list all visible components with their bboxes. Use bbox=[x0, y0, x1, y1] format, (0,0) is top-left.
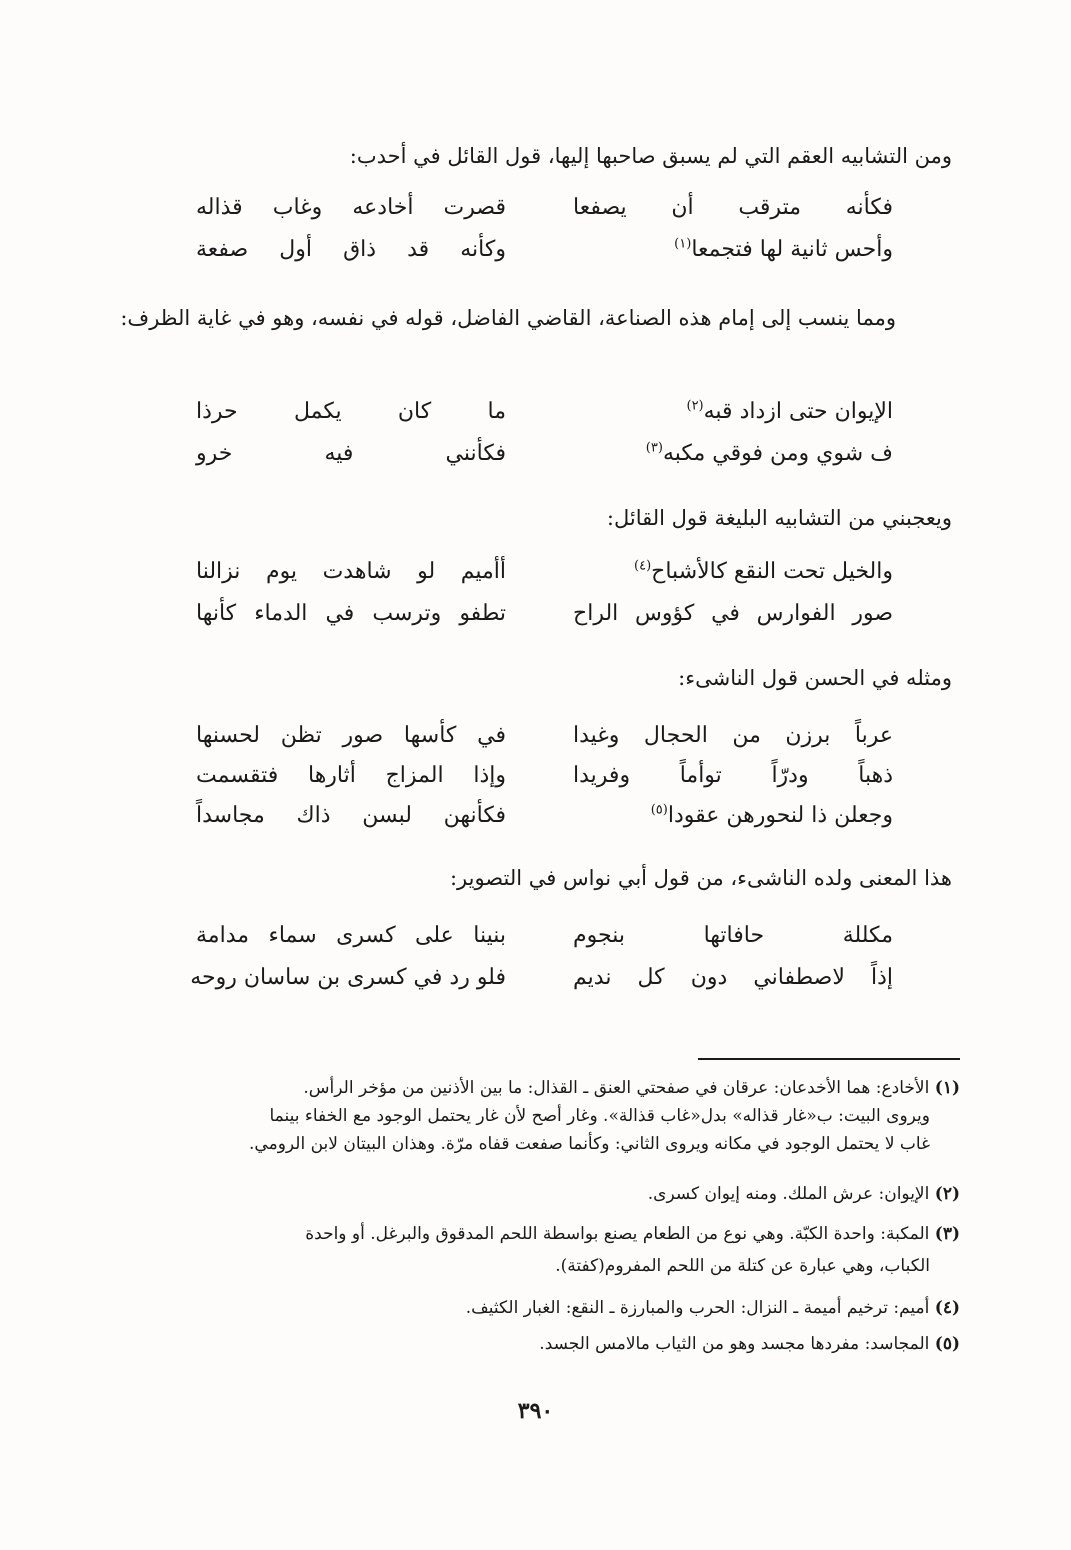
poem2-line2-hemistich1 bbox=[573, 434, 893, 474]
poem5-line2-hemistich1: إذاً لاصطفاني دون كل نديم bbox=[573, 965, 893, 990]
poem3-line2-hemistich1: صور الفوارس في كؤوس الراح bbox=[573, 601, 893, 626]
footnote-3 bbox=[130, 1220, 960, 1248]
footnote-ref-2: (٢) bbox=[686, 398, 704, 414]
poem1-line1-hemistich2: قصرت أخادعه وغاب قذاله bbox=[196, 195, 506, 220]
footnote-number: (٢) bbox=[934, 1184, 960, 1204]
footnote-number: (٥) bbox=[934, 1334, 960, 1354]
footnote-number: (١) bbox=[934, 1078, 960, 1098]
footnote-ref-1: (١) bbox=[674, 236, 692, 252]
footnote-1-line3: غاب لا يحتمل الوجود في مكانه ويروى الثاني: وكأنما صفعت قفاه مرّة. وهذان البيتان لابن الرومي. bbox=[249, 1134, 930, 1154]
page-number: ٣٩٠ bbox=[517, 1398, 554, 1424]
poem3-line2-hemistich2: تطفو وترسب في الدماء كأنها bbox=[196, 601, 506, 626]
footnote-text: المكبة: واحدة الكبّة. وهي نوع من الطعام يصنع بواسطة اللحم المدقوق والبرغل. أو واحدة bbox=[305, 1224, 930, 1244]
poem1-line2-hemistich2: وكأنه قد ذاق أول صفعة bbox=[196, 237, 506, 262]
poem1-line1-hemistich1: فكأنه مترقب أن يصفعا bbox=[573, 195, 893, 220]
paragraph-5: هذا المعنى ولده الناشىء، من قول أبي نواس في التصوير: bbox=[449, 866, 952, 890]
verse-text: وأحس ثانية لها فتجمعا bbox=[691, 237, 893, 262]
verse-text: والخيل تحت النقع كالأشباح bbox=[651, 559, 893, 584]
footnote-4 bbox=[130, 1294, 960, 1322]
footnote-1 bbox=[130, 1074, 960, 1102]
footnote-1-line2: ويروى البيت: ب«غار قذاله» بدل«غاب قذالة». وغار أصح لأن غار يحتمل الوجود مع الخفاء بينما bbox=[269, 1106, 930, 1126]
poem3-line1-hemistich1 bbox=[573, 552, 893, 592]
footnote-2 bbox=[130, 1180, 960, 1208]
poem4-line3-hemistich1 bbox=[573, 796, 893, 836]
verse-text: ف شوي ومن فوقي مكبه bbox=[662, 441, 893, 466]
footnote-divider bbox=[698, 1058, 960, 1060]
footnote-text: أميم: ترخيم أميمة ـ النزال: الحرب والمبارزة ـ النقع: الغبار الكثيف. bbox=[465, 1298, 930, 1318]
poem4-line2-hemistich1: ذهباً ودرّاً توأماً وفريدا bbox=[573, 763, 893, 788]
poem2-line1-hemistich2: ما كان يكمل حرذا bbox=[196, 399, 506, 424]
verse-text: الإيوان حتى ازداد قبه bbox=[703, 399, 893, 424]
paragraph-1: ومن التشابيه العقم التي لم يسبق صاحبها إليها، قول القائل في أحدب: bbox=[349, 144, 952, 168]
footnote-text: المجاسد: مفردها مجسد وهو من الثياب مالامس الجسد. bbox=[539, 1334, 930, 1354]
footnote-ref-4: (٤) bbox=[634, 558, 652, 574]
poem2-line1-hemistich1 bbox=[573, 392, 893, 432]
footnote-3-line2: الكباب، وهي عبارة عن كتلة من اللحم المفروم(كفتة). bbox=[555, 1256, 930, 1276]
footnote-number: (٣) bbox=[934, 1224, 960, 1244]
poem5-line1-hemistich1: مكللة حافاتها بنجوم bbox=[573, 923, 893, 948]
poem4-line2-hemistich2: وإذا المزاج أثارها فتقسمت bbox=[196, 763, 506, 788]
paragraph-4: ومثله في الحسن قول الناشىء: bbox=[678, 666, 952, 690]
footnote-ref-3: (٣) bbox=[645, 440, 663, 456]
footnote-text: الإيوان: عرش الملك. ومنه إيوان كسرى. bbox=[647, 1184, 930, 1204]
poem4-line1-hemistich1: عرباً برزن من الحجال وغيدا bbox=[573, 723, 893, 748]
poem1-line2-hemistich1 bbox=[573, 230, 893, 270]
paragraph-2: ومما ينسب إلى إمام هذه الصناعة، القاضي الفاضل، قوله في نفسه، وهو في غاية الظرف: bbox=[120, 306, 896, 330]
paragraph-3: ويعجبني من التشابيه البليغة قول القائل: bbox=[606, 506, 952, 530]
poem4-line1-hemistich2: في كأسها صور تظن لحسنها bbox=[196, 723, 506, 748]
footnote-text: الأخادع: هما الأخدعان: عرقان في صفحتي العنق ـ القذال: ما بين الأذنين من مؤخر الرأس. bbox=[303, 1078, 930, 1098]
poem4-line3-hemistich2: فكأنهن لبسن ذاك مجاسداً bbox=[196, 803, 506, 828]
poem5-line2-hemistich2: فلو رد في كسرى بن ساسان روحه bbox=[190, 965, 506, 990]
footnote-5 bbox=[130, 1330, 960, 1358]
footnote-number: (٤) bbox=[934, 1298, 960, 1318]
poem5-line1-hemistich2: بنينا على كسرى سماء مدامة bbox=[196, 923, 506, 948]
footnote-ref-5: (٥) bbox=[650, 802, 668, 818]
verse-text: وجعلن ذا لنحورهن عقودا bbox=[667, 803, 893, 828]
poem3-line1-hemistich2: أأميم لو شاهدت يوم نزالنا bbox=[196, 559, 506, 584]
poem2-line2-hemistich2: فكأنني فيه خرو bbox=[196, 441, 506, 466]
